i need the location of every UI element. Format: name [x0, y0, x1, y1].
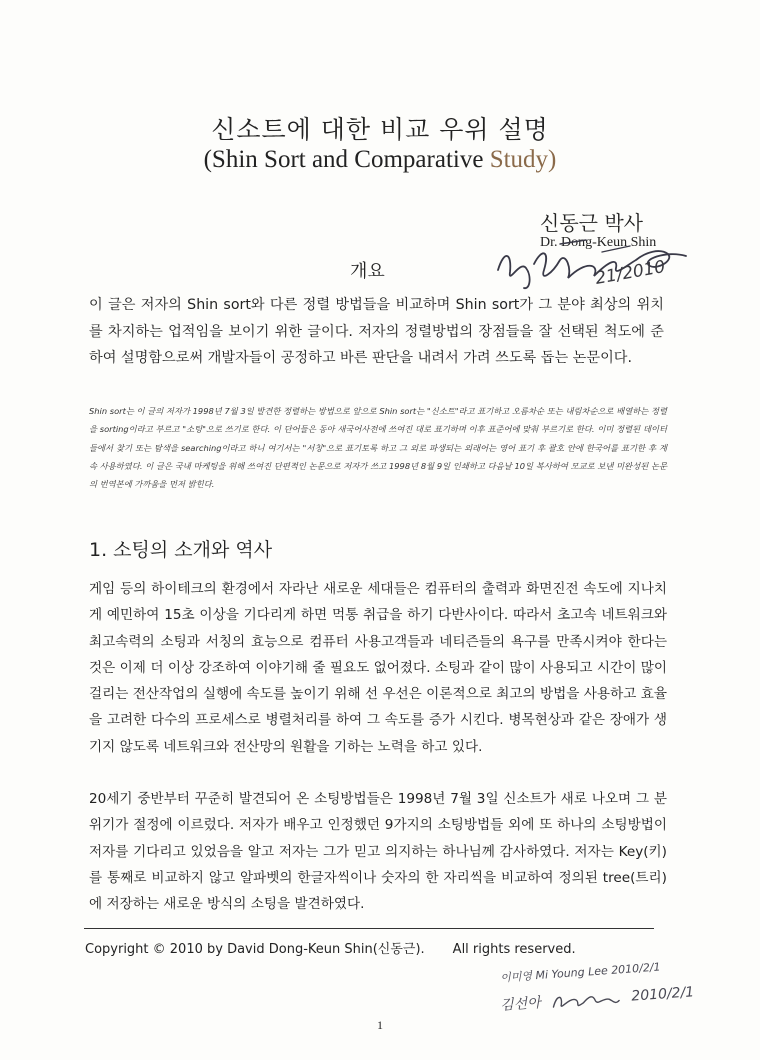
abstract-body: 이 글은 저자의 Shin sort와 다른 정렬 방법들을 비교하며 Shin sort가 그 분야 최상의 위치를 차지하는 업적임을 보이기 위한 글이다. 저자의 정렬방법의 장점들을 잘 선택된 척도에 준하여 설명함으로써 개발자들이 공정하고 바른 판단을 내려서 가려 쓰도록 돕는 논문이다.	[89, 297, 664, 366]
witness-signature-2	[499, 981, 694, 1017]
rights-text: All rights reserved.	[452, 942, 576, 957]
signature-date: 21/2010	[593, 257, 667, 289]
section-heading: 1. 소팅의 소개와 역사	[89, 539, 273, 561]
copyright-text: Copyright © 2010 by David Dong-Keun Shin(신동근).	[85, 942, 425, 957]
author-signature	[490, 230, 720, 300]
abstract-note: Shin sort는 이 글의 저자가 1998년 7월 3일 발견한 정렬하는 방법으로 앞으로 Shin sort는 "신소트"라고 표기하고 오름차순 또는 내림차순으로 배열하는 정렬을 sorting이라고 부르고 "소팅"으로 쓰기로 한다. 이 단어들은 동아 새국어사전에 쓰여진 대로 표기하며 이후 표준어에 맞춰 부르기로 한다. 이미 정렬된 데이터들에서 찾기 또는 탐색을 searching이라고 하니 여기서는 "서칭"으로 표기토록 하고 그 외로 파생되는 외래어는 영어 표기 후 괄호 안에 한국어를 표기한 후 계속 사용하였다. 이 글은 국내 마케팅을 위해 쓰여진 단편적인 논문으로 저자가 쓰고 1998년 8월 9일 인쇄하고 다음날 10일 복사하여 모교로 보낸 미완성된 논문의 번역본에 가까움을 먼저 밝힌다.	[89, 406, 667, 490]
witness-2-signature-scribble	[548, 986, 623, 1013]
title-english-main: (Shin Sort and Comparative	[203, 146, 490, 173]
section-paragraph-1: 게임 등의 하이테크의 환경에서 자라난 새로운 세대들은 컴퓨터의 출력과 화면진전 속도에 지나치게 예민하여 15초 이상을 기다리게 하면 먹통 취급을 하기 다반사이다. 따라서 초고속 네트워크와 최고속력의 소팅과 서칭의 효능으로 컴퓨터 사용고객들과 네티즌들의 욕구를 만족시켜야 한다는 것은 이제 더 이상 강조하여 이야기해 줄 필요도 없어졌다. 소팅과 같이 많이 사용되고 시간이 많이 걸리는 전산작업의 실행에 속도를 높이기 위해 선 우선은 이론적으로 최고의 방법을 사용하고 효율을 고려한 다수의 프로세스로 병렬처리를 하여 그 속도를 증가 시킨다. 병목현상과 같은 장애가 생기지 않도록 네트워크와 전산망의 원활을 기하는 노력을 하고 있다.	[89, 581, 667, 755]
title-english	[0, 146, 760, 174]
page-number: 1	[377, 1018, 383, 1032]
author-name-english: Dr. Dong-Keun Shin	[540, 235, 657, 250]
witness-2-date: 2010/2/1	[630, 984, 695, 1005]
author-name-korean: 신동근 박사	[540, 211, 643, 235]
footer-divider	[84, 928, 654, 929]
section-paragraph-2: 20세기 중반부터 꾸준히 발견되어 온 소팅방법들은 1998년 7월 3일 신소트가 새로 나오며 그 분위기가 절정에 이르렀다. 저자가 배우고 인정했던 9가지의 소팅방법들 외에 또 하나의 소팅방법이 저자를 기다리고 있었음을 알고 저자는 그가 믿고 의지하는 하나님께 감사하였다. 저자는 Key(키)를 통째로 비교하지 않고 알파벳의 한글자씩이나 숫자의 한 자리씩을 비교하여 정의된 tree(트리)에 저장하는 새로운 방식의 소팅을 발견하였다.	[89, 791, 667, 913]
title-korean: 신소트에 대한 비교 우위 설명	[211, 115, 549, 144]
witness-signature-1: 이미영 Mi Young Lee 2010/2/1	[499, 960, 661, 985]
abstract-heading: 개요	[350, 261, 385, 282]
title-english-faded: Study)	[489, 146, 557, 173]
copyright-notice	[85, 938, 576, 957]
witness-2-name: 김선아	[499, 994, 542, 1014]
